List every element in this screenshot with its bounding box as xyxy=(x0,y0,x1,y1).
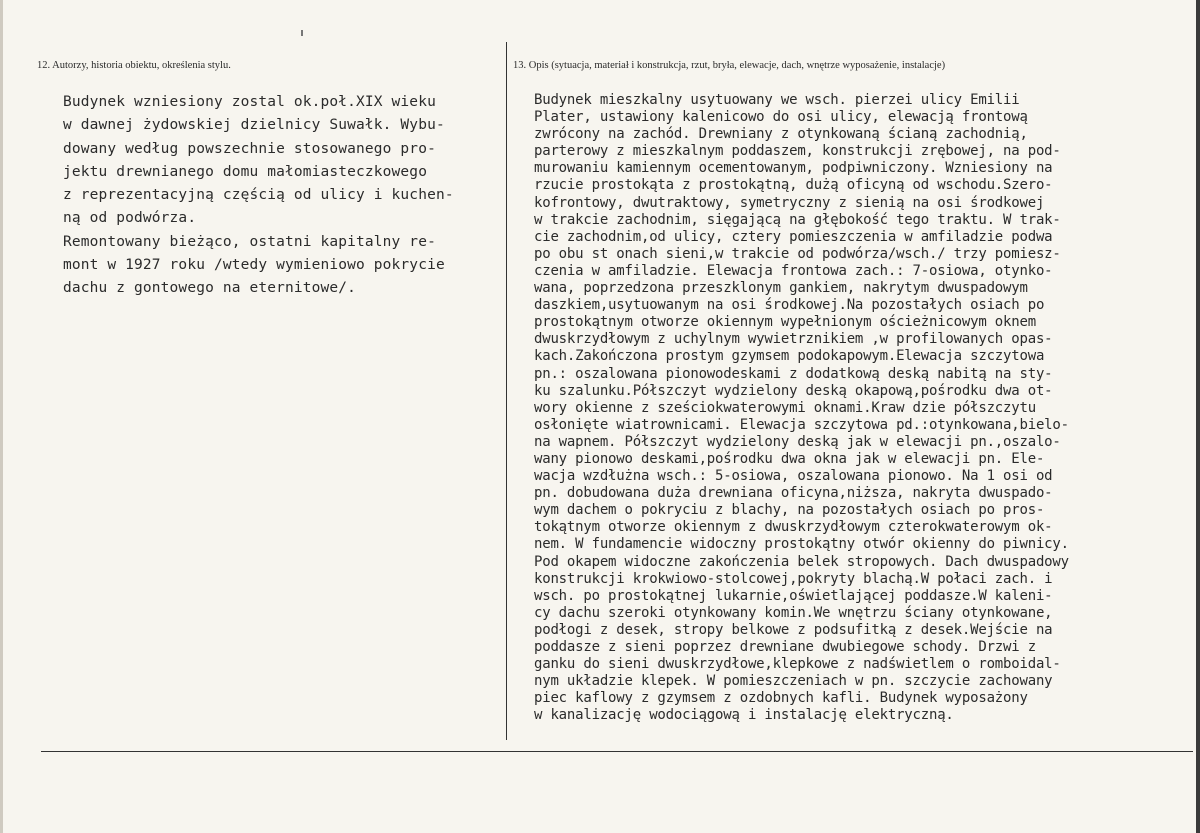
description-text xyxy=(534,92,1069,724)
description-text-line: ku szalunku.Półszczyt wydzielony deską okapową,pośrodku dwa ot- xyxy=(534,382,1053,399)
description-text-line: cy dachu szeroki otynkowany komin.We wnętrzu ściany otynkowane, xyxy=(534,604,1053,621)
description-text-line: pn.: oszalowana pionowodeskami z dodatkową deską nabitą na sty- xyxy=(534,365,1053,382)
history-text xyxy=(63,91,454,301)
description-text-line: ganku do sieni dwuskrzydłowe,klepkowe z nadświetlem o romboidal- xyxy=(534,656,1061,673)
description-text-line: daszkiem,usytuowanym na osi środkowej.Na pozostałych osiach po xyxy=(534,297,1045,314)
description-text-line: Pod okapem widoczne zakończenia belek stropowych. Dach dwuspadowy xyxy=(534,553,1069,570)
punch-mark xyxy=(301,30,303,36)
description-text-line: osłonięte wiatrownicami. Elewacja szczytowa pd.:otynkowana,bielo- xyxy=(534,416,1069,433)
section-12-heading: 12. Autorzy, historia obiektu, określenia stylu. xyxy=(37,60,231,71)
description-text-line: konstrukcji krokwiowo-stolcowej,pokryty blachą.W połaci zach. i xyxy=(534,570,1053,587)
description-text-line: Plater, ustawiony kalenicowo do osi ulicy, elewacją frontową xyxy=(534,109,1028,126)
description-text-line: pn. dobudowana duża drewniana oficyna,niższa, nakryta dwuspado- xyxy=(534,485,1053,502)
description-text-line: Budynek mieszkalny usytuowany we wsch. pierzei ulicy Emilii xyxy=(534,92,1020,108)
column-divider xyxy=(506,42,507,740)
history-text-line: w dawnej żydowskiej dzielnicy Suwałk. Wybu- xyxy=(63,117,445,134)
description-text-line: rzucie prostokąta z prostokątną, dużą oficyną od wschodu.Szero- xyxy=(534,177,1053,194)
description-text-line: podłogi z desek, stropy belkowe z podsufitką z desek.Wejście na xyxy=(534,621,1053,638)
description-text-line: w kanalizację wodociągową i instalację elektryczną. xyxy=(534,707,954,724)
description-text-line: kach.Zakończona prostym gzymsem podokapowym.Elewacja szczytowa xyxy=(534,348,1045,365)
description-text-line: nem. W fundamencie widoczny prostokątny otwór okienny do piwnicy. xyxy=(534,536,1069,553)
description-text-line: piec kaflowy z gzymsem z ozdobnych kafli. Budynek wyposażony xyxy=(534,690,1028,707)
history-text-line: z reprezentacyjną częścią od ulicy i kuchen- xyxy=(63,187,454,204)
description-text-line: wacja wzdłużna wsch.: 5-osiowa, oszalowana pionowo. Na 1 osi od xyxy=(534,468,1053,485)
history-text-line: jektu drewnianego domu małomiasteczkowego xyxy=(63,163,428,180)
history-text-line: mont w 1927 roku /wtedy wymieniowo pokrycie xyxy=(63,257,445,274)
description-text-line: poddasze z sieni poprzez drewniane dwubiegowe schody. Drzwi z xyxy=(534,639,1036,655)
description-text-line: wory okienne z sześciokwaterowymi oknami.Kraw dzie półszczytu xyxy=(534,399,1036,416)
description-text-line: tokątnym otworze okiennym z dwuskrzydłowym czterokwaterowym ok- xyxy=(534,519,1053,536)
description-text-line: wana, poprzedzona przeszklonym gankiem, nakrytym dwuspadowym xyxy=(534,280,1028,297)
description-text-line: prostokątnym otworze okiennym wypełnionym ościeżnicowym oknem xyxy=(534,314,1036,331)
description-text-line: w trakcie zachodnim, sięgającą na głębokość tego traktu. W trak- xyxy=(534,211,1061,228)
history-text-line: ną od podwórza. xyxy=(63,210,197,227)
description-text-line: czenia w amfiladzie. Elewacja frontowa zach.: 7-osiowa, otynko- xyxy=(534,262,1053,279)
history-text-line: dowany według powszechnie stosowanego pro- xyxy=(63,140,436,157)
description-text-line: wsch. po prostokątnej lukarnie,oświetlającej poddasze.W kaleni- xyxy=(534,587,1053,604)
description-text-line: wany pionowo deskami,pośrodku dwa okna jak w elewacji pn. Ele- xyxy=(534,450,1045,467)
description-text-line: wym dachem o pokryciu z blachy, na pozostałych osiach po pros- xyxy=(534,502,1045,519)
history-text-line: Budynek wzniesiony zostal ok.poł.XIX wieku xyxy=(63,94,436,110)
description-text-line: dwuskrzydłowym z uchylnym wywietrznikiem ,w profilowanych opas- xyxy=(534,331,1053,348)
section-13-heading: 13. Opis (sytuacja, materiał i konstrukcja, rzut, bryła, elewacje, dach, wnętrze wyposażenie, instalacje) xyxy=(513,60,946,71)
description-text-line: po obu st onach sieni,w trakcie od podwórza/wsch./ trzy pomiesz- xyxy=(534,245,1061,262)
description-text-line: nym układzie klepek. W pomieszczeniach w pn. szczycie zachowany xyxy=(534,673,1053,690)
bottom-rule xyxy=(41,751,1193,752)
history-text-line: Remontowany bieżąco, ostatni kapitalny re- xyxy=(63,233,436,250)
description-text-line: kofrontowy, dwutraktowy, symetryczny z sienią na osi środkowej xyxy=(534,194,1045,211)
history-text-line: dachu z gontowego na eternitowe/. xyxy=(63,280,357,297)
description-text-line: zwrócony na zachód. Drewniany z otynkowaną ścianą zachodnią, xyxy=(534,126,1028,143)
description-text-line: murowaniu kamiennym ocementowanym, podpiwniczony. Wzniesiony na xyxy=(534,160,1053,177)
description-text-line: na wapnem. Półszczyt wydzielony deską jak w elewacji pn.,oszalo- xyxy=(534,433,1061,450)
description-text-line: cie zachodnim,od ulicy, cztery pomieszczenia w amfiladzie podwa xyxy=(534,228,1053,245)
description-text-line: parterowy z mieszkalnym poddaszem, konstrukcji zrębowej, na pod- xyxy=(534,143,1061,160)
